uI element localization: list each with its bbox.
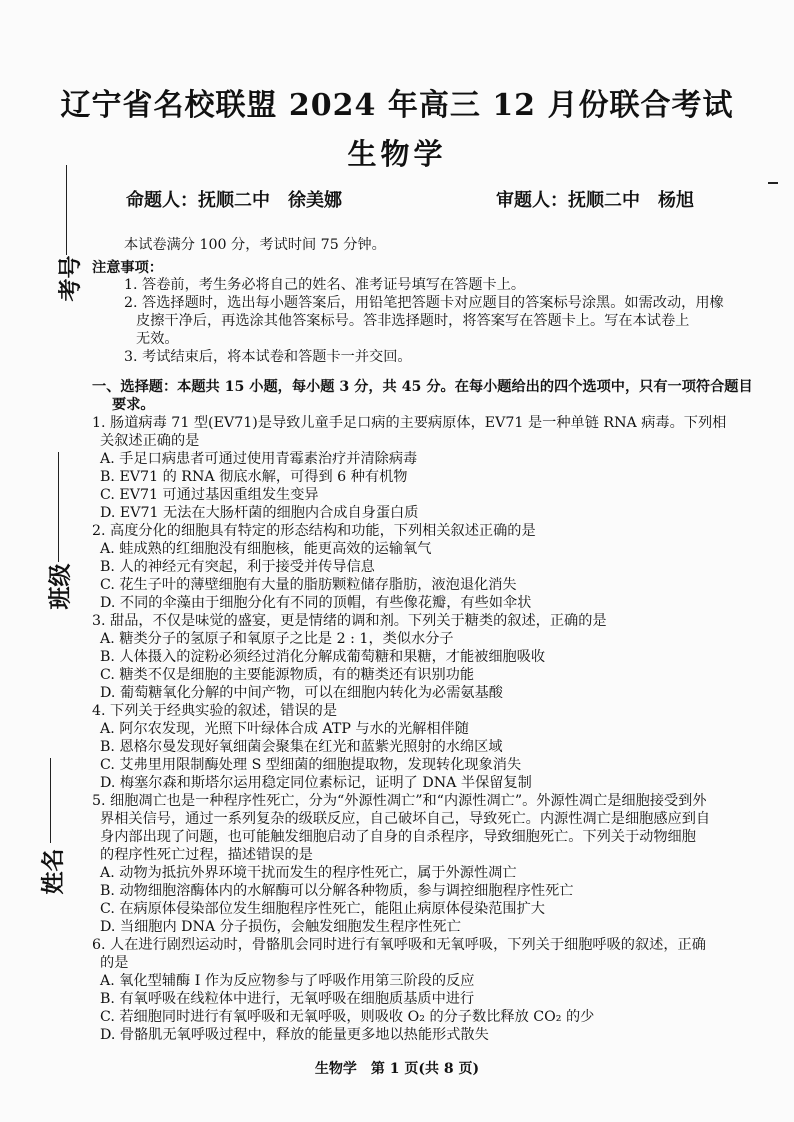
question-stem: 4. 下列关于经典实验的叙述，错误的是 — [92, 703, 338, 719]
name-label: 姓名 — [39, 848, 67, 895]
option-c: C. 糖类不仅是细胞的主要能源物质，有的糖类还有识别功能 — [100, 667, 475, 683]
question-stem: 5. 细胞凋亡也是一种程序性死亡，分为“外源性凋亡”和“内源性凋亡”。外源性凋亡是细胞接受到外 — [92, 793, 707, 809]
question-stem: 界相关信号，通过一系列复杂的级联反应，自己破坏自己，导致死亡。内源性凋亡是细胞感应到自 — [100, 811, 711, 827]
option-b: B. 恩格尔曼发现好氧细菌会聚集在红光和蓝紫光照射的水绵区域 — [100, 739, 503, 755]
question-stem: 的程序性死亡过程，描述错误的是 — [100, 847, 313, 863]
option-c: C. 花生子叶的薄壁细胞有大量的脂肪颗粒储存脂肪，液泡退化消失 — [100, 577, 517, 593]
setter-line: 命题人：抚顺二中 徐美娜 — [126, 190, 342, 211]
question-stem: 3. 甜品，不仅是味觉的盛宴，更是情绪的调和剂。下列关于糖类的叙述，正确的是 — [92, 613, 607, 629]
question-stem: 1. 肠道病毒 71 型(EV71)是导致儿童手足口病的主要病原体，EV71 是一种单链 RNA 病毒。下列相 — [92, 415, 727, 431]
option-a: A. 动物为抵抗外界环境干扰而发生的程序性死亡，属于外源性凋亡 — [100, 865, 517, 881]
reviewer-line: 审题人：抚顺二中 杨旭 — [496, 190, 694, 211]
option-c: C. 若细胞同时进行有氧呼吸和无氧呼吸，则吸收 O₂ 的分子数比释放 CO₂ 的少 — [100, 1009, 595, 1025]
option-d: D. 梅塞尔森和斯塔尔运用稳定同位素标记，证明了 DNA 半保留复制 — [100, 775, 532, 791]
option-b: B. 人的神经元有突起，利于接受并传导信息 — [100, 559, 375, 575]
notice-item: 1. 答卷前，考生务必将自己的姓名、准考证号填写在答题卡上。 — [124, 277, 526, 293]
question-stem: 关叙述正确的是 — [100, 433, 200, 449]
option-a: A. 氧化型辅酶 I 作为反应物参与了呼吸作用第三阶段的反应 — [100, 973, 475, 989]
option-c: C. 在病原体侵染部位发生细胞程序性死亡，能阻止病原体侵染范围扩大 — [100, 901, 545, 917]
option-c: C. 艾弗里用限制酶处理 S 型细菌的细胞提取物，发现转化现象消失 — [100, 757, 522, 773]
notice-item: 2. 答选择题时，选出每小题答案后，用铅笔把答题卡对应题目的答案标号涂黑。如需改动，用橡 — [124, 295, 724, 311]
option-a: A. 蛙成熟的红细胞没有细胞核，能更高效的运输氧气 — [100, 541, 432, 557]
question-stem: 6. 人在进行剧烈运动时，骨骼肌会同时进行有氧呼吸和无氧呼吸，下列关于细胞呼吸的叙述，正确 — [92, 937, 706, 953]
exam-no-line — [66, 165, 67, 255]
option-a: A. 糖类分子的氢原子和氧原子之比是 2 : 1，类似水分子 — [100, 631, 454, 647]
notice-item: 3. 考试结束后，将本试卷和答题卡一并交回。 — [124, 349, 412, 365]
class-line — [58, 452, 59, 562]
option-d: D. 骨骼肌无氧呼吸过程中，释放的能量更多地以热能形式散失 — [100, 1027, 489, 1043]
option-b: B. 动物细胞溶酶体内的水解酶可以分解各种物质，参与调控细胞程序性死亡 — [100, 883, 574, 899]
option-a: A. 阿尔农发现，光照下叶绿体合成 ATP 与水的光解相伴随 — [100, 721, 469, 737]
notice-heading: 注意事项： — [92, 260, 163, 276]
subject-title: 生物学 — [347, 137, 447, 171]
exam-title: 辽宁省名校联盟 2024 年高三 12 月份联合考试 — [60, 88, 734, 123]
page-footer: 生物学 第 1 页(共 8 页) — [314, 1061, 480, 1077]
option-c: C. EV71 可通过基因重组发生变异 — [100, 487, 319, 503]
option-d: D. 当细胞内 DNA 分子损伤，会触发细胞发生程序性死亡 — [100, 919, 461, 935]
notice-item: 皮擦干净后，再选涂其他答案标号。答非选择题时，将答案写在答题卡上。写在本试卷上 — [136, 313, 690, 329]
option-d: D. 不同的伞藻由于细胞分化有不同的顶帽，有些像花瓣，有些如伞状 — [100, 595, 532, 611]
question-stem: 的是 — [100, 955, 129, 971]
question-stem: 身内部出现了问题，也可能触发细胞启动了自身的自杀程序，导致细胞死亡。下列关于动物细胞 — [100, 829, 696, 845]
option-a: A. 手足口病患者可通过使用青霉素治疗并清除病毒 — [100, 451, 418, 467]
corner-mark — [768, 182, 778, 184]
option-d: D. 葡萄糖氧化分解的中间产物，可以在细胞内转化为必需氨基酸 — [100, 685, 503, 701]
question-stem: 2. 高度分化的细胞具有特定的形态结构和功能，下列相关叙述正确的是 — [92, 523, 536, 539]
class-label: 班级 — [46, 563, 74, 610]
section-heading: 一、选择题：本题共 15 小题，每小题 3 分，共 45 分。在每小题给出的四个选项中，只有一项符合题目 — [92, 379, 753, 395]
section-heading-cont: 要求。 — [112, 397, 155, 413]
exam-no-label: 考号 — [56, 255, 84, 302]
name-line — [50, 758, 51, 843]
notice-item: 无效。 — [136, 331, 179, 347]
option-d: D. EV71 无法在大肠杆菌的细胞内合成自身蛋白质 — [100, 505, 419, 521]
option-b: B. EV71 的 RNA 彻底水解，可得到 6 种有机物 — [100, 469, 408, 485]
option-b: B. 人体摄入的淀粉必须经过消化分解成葡萄糖和果糖，才能被细胞吸收 — [100, 649, 546, 665]
exam-info: 本试卷满分 100 分，考试时间 75 分钟。 — [124, 237, 386, 253]
option-b: B. 有氧呼吸在线粒体中进行，无氧呼吸在细胞质基质中进行 — [100, 991, 475, 1007]
